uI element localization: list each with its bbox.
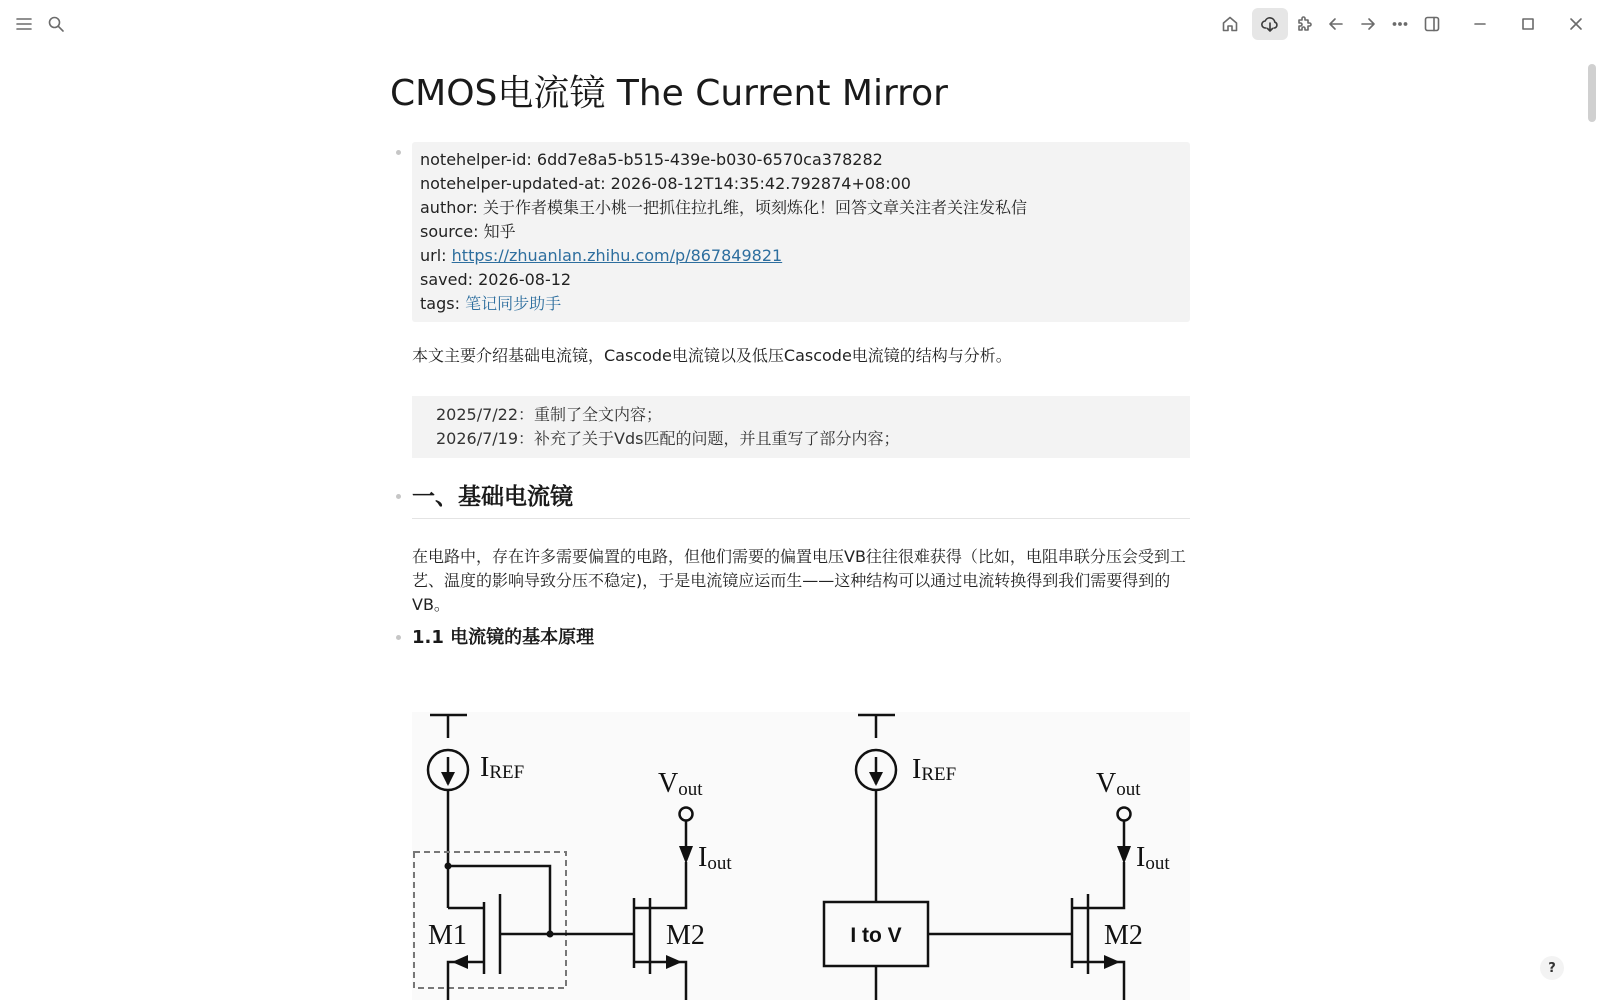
menu-icon bbox=[15, 15, 33, 33]
search-icon bbox=[47, 15, 65, 33]
prop-url bbox=[420, 244, 1182, 268]
iout-label: I bbox=[698, 842, 708, 873]
help-button[interactable]: ? bbox=[1540, 956, 1564, 980]
maximize-icon bbox=[1519, 15, 1537, 33]
prop-key: tags: bbox=[420, 294, 460, 313]
iref-label: I bbox=[480, 752, 490, 783]
quote-block[interactable] bbox=[412, 396, 1190, 458]
home-button[interactable] bbox=[1214, 8, 1246, 40]
back-button[interactable] bbox=[1320, 8, 1352, 40]
paragraph-line: VB。 bbox=[412, 595, 450, 614]
minimize-icon bbox=[1471, 15, 1489, 33]
iout-label-right: I bbox=[1136, 842, 1146, 873]
changelog-quote bbox=[412, 396, 1190, 458]
page-title[interactable]: CMOS电流镜 The Current Mirror bbox=[390, 73, 948, 114]
close-icon bbox=[1567, 15, 1585, 33]
prop-value: 6dd7e8a5-b515-439e-b030-6570ca378282 bbox=[536, 150, 883, 169]
prop-key: author: bbox=[420, 198, 478, 217]
prop-value: 关于作者模集王小桃一把抓住拉扎维，顷刻炼化！回答文章关注者关注发私信 bbox=[482, 198, 1027, 217]
prop-key: saved: bbox=[420, 270, 473, 289]
scrollbar-thumb[interactable] bbox=[1588, 64, 1596, 122]
svg-text:Vout bbox=[1096, 768, 1141, 800]
paragraph-line: 在电路中，存在许多需要偏置的电路，但他们需要的偏置电压VB往往很难获得（比如，电阻串联分压会受到工 bbox=[412, 547, 1186, 566]
url-link[interactable]: https://zhuanlan.zhihu.com/p/867849821 bbox=[451, 246, 783, 265]
iref-label-right: I bbox=[912, 754, 922, 785]
iref-subscript: REF bbox=[489, 762, 525, 783]
prop-value: 知乎 bbox=[483, 222, 516, 241]
section-paragraph bbox=[412, 545, 1190, 617]
subsection-heading: 1.1 电流镜的基本原理 bbox=[412, 627, 595, 648]
top-toolbar bbox=[0, 0, 1600, 48]
paragraph-line: 艺、温度的影响导致分压不稳定)，于是电流镜应运而生——这种结构可以通过电流转换得到我们需要得到的 bbox=[412, 571, 1171, 590]
close-button[interactable] bbox=[1560, 8, 1592, 40]
prop-notehelper-updated-at bbox=[420, 172, 1182, 196]
quote-line: 2026/7/19：补充了关于Vds匹配的问题，并且重写了部分内容； bbox=[436, 429, 900, 448]
block-bullet[interactable] bbox=[396, 494, 401, 499]
svg-text:IREF bbox=[480, 752, 524, 783]
sync-button[interactable] bbox=[1252, 8, 1288, 40]
svg-text:Iout bbox=[698, 842, 732, 874]
prop-source bbox=[420, 220, 1182, 244]
plugins-button[interactable] bbox=[1288, 8, 1320, 40]
sidebar-toggle-button[interactable] bbox=[1416, 8, 1448, 40]
tag-link[interactable]: 笔记同步助手 bbox=[465, 294, 562, 313]
svg-text:Vout bbox=[658, 768, 703, 800]
m1-label: M1 bbox=[428, 920, 467, 951]
iout-subscript: out bbox=[707, 853, 732, 874]
svg-text:IREF bbox=[912, 754, 956, 785]
prop-key: notehelper-updated-at: bbox=[420, 174, 606, 193]
home-icon bbox=[1221, 15, 1239, 33]
i-to-v-label: I to V bbox=[850, 924, 902, 947]
prop-notehelper-id bbox=[420, 148, 1182, 172]
prop-key: url: bbox=[420, 246, 447, 265]
properties-block[interactable] bbox=[412, 142, 1190, 322]
prop-value: 2026-08-12T14:35:42.792874+08:00 bbox=[610, 174, 911, 193]
intro-paragraph: 本文主要介绍基础电流镜，Cascode电流镜以及低压Cascode电流镜的结构与分析。 bbox=[412, 346, 1012, 365]
vout-label: V bbox=[658, 768, 679, 799]
prop-saved bbox=[420, 268, 1182, 292]
arrow-right-icon bbox=[1359, 15, 1377, 33]
quote-line: 2025/7/22：重制了全文内容； bbox=[436, 405, 663, 424]
vout-subscript-right: out bbox=[1116, 779, 1141, 800]
prop-key: source: bbox=[420, 222, 479, 241]
circuit-figure bbox=[412, 712, 1190, 1000]
cloud-download-icon bbox=[1261, 15, 1279, 33]
minimize-button[interactable] bbox=[1464, 8, 1496, 40]
subheading-block[interactable] bbox=[412, 625, 1190, 651]
intro-block[interactable] bbox=[412, 344, 1190, 368]
svg-text:Iout bbox=[1136, 842, 1170, 874]
m2-label: M2 bbox=[666, 920, 705, 951]
block-bullet[interactable] bbox=[396, 635, 401, 640]
iout-subscript-right: out bbox=[1145, 853, 1170, 874]
prop-key: notehelper-id: bbox=[420, 150, 532, 169]
m2-label-right: M2 bbox=[1104, 920, 1143, 951]
section-heading: 一、基础电流镜 bbox=[412, 482, 1190, 519]
search-button[interactable] bbox=[40, 8, 72, 40]
more-button[interactable] bbox=[1384, 8, 1416, 40]
puzzle-icon bbox=[1295, 15, 1313, 33]
vout-subscript: out bbox=[678, 779, 703, 800]
prop-value: 2026-08-12 bbox=[478, 270, 572, 289]
block-bullet[interactable] bbox=[396, 150, 401, 155]
forward-button[interactable] bbox=[1352, 8, 1384, 40]
section-paragraph-block[interactable] bbox=[412, 545, 1190, 617]
sidebar-toggle-icon bbox=[1423, 15, 1441, 33]
menu-button[interactable] bbox=[8, 8, 40, 40]
current-mirror-diagram bbox=[412, 712, 1190, 1000]
arrow-left-icon bbox=[1327, 15, 1345, 33]
scrollbar[interactable] bbox=[1588, 52, 1596, 998]
iref-subscript-right: REF bbox=[921, 764, 957, 785]
vout-label-right: V bbox=[1096, 768, 1117, 799]
properties-box[interactable] bbox=[412, 142, 1190, 322]
prop-author bbox=[420, 196, 1182, 220]
prop-tags bbox=[420, 292, 1182, 316]
document bbox=[390, 62, 1190, 651]
maximize-button[interactable] bbox=[1512, 8, 1544, 40]
more-icon bbox=[1391, 15, 1409, 33]
section-heading-block[interactable] bbox=[412, 482, 1190, 519]
